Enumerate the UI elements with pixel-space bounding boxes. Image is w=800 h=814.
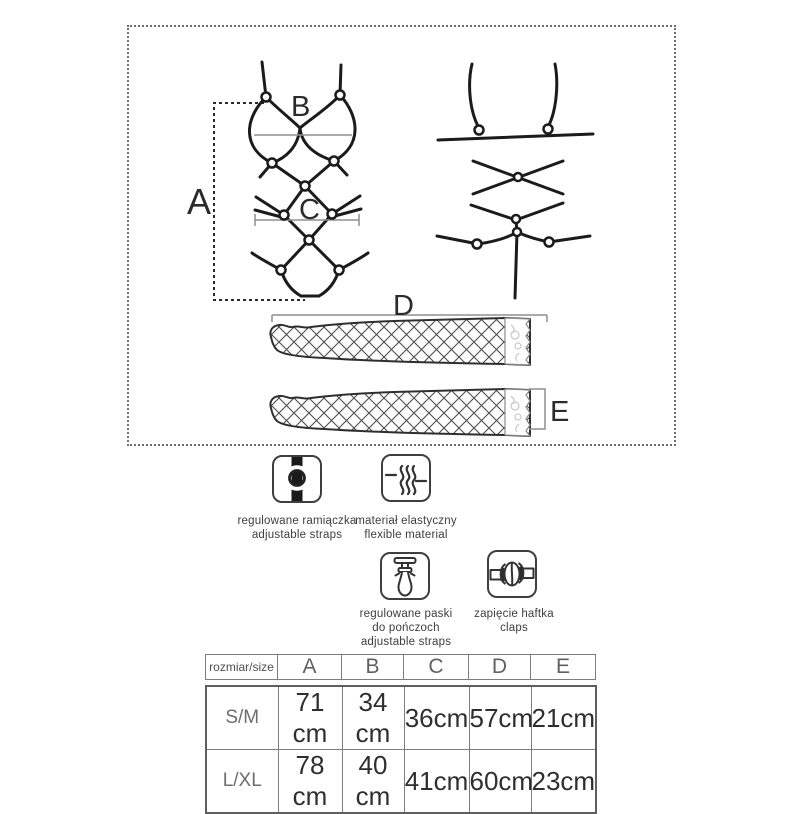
measurement-e-bracket	[529, 389, 545, 429]
label-c: C	[299, 194, 320, 226]
measurement-cell: 23cm	[531, 750, 596, 814]
size-label: S/M	[206, 686, 278, 750]
measurement-cell: 78 cm	[278, 750, 342, 814]
size-table-header	[205, 654, 596, 680]
caption-line: adjustable straps	[251, 529, 343, 541]
flexible-material-caption	[326, 514, 486, 542]
measurement-cell: 60cm	[469, 750, 531, 814]
label-a: A	[187, 181, 212, 222]
caption-line: regulowane ramiączka	[237, 515, 357, 527]
table-row	[206, 686, 596, 750]
measurement-diagram	[129, 27, 674, 444]
measurement-cell: 34 cm	[342, 686, 404, 750]
size-label: L/XL	[206, 750, 278, 814]
label-b: B	[291, 91, 311, 123]
measurement-cell: 40 cm	[342, 750, 404, 814]
size-table-body	[205, 685, 597, 814]
stocking-drawing-2	[270, 389, 530, 436]
caption-line: claps	[500, 622, 528, 634]
caption-line: materiał elastyczny	[355, 515, 457, 527]
caption-line: flexible material	[364, 529, 448, 541]
caption-line: regulowane paski	[359, 608, 453, 620]
measurement-cell: 36cm	[404, 686, 469, 750]
measurement-cell: 71 cm	[278, 686, 342, 750]
measurement-diagram-box	[127, 25, 676, 446]
label-d: D	[393, 290, 414, 322]
column-header-c: C	[404, 655, 469, 680]
measurement-a-bracket	[214, 103, 305, 300]
column-header-d: D	[469, 655, 531, 680]
table-row	[206, 750, 596, 814]
measurement-cell: 57cm	[469, 686, 531, 750]
flexible-material-icon	[381, 454, 431, 502]
clasp-caption	[434, 607, 594, 635]
hook-clasp-icon	[487, 550, 537, 598]
column-header-b: B	[342, 655, 404, 680]
measurement-cell: 21cm	[531, 686, 596, 750]
stocking-drawing	[270, 318, 530, 365]
caption-line: zapięcie haftka	[474, 608, 554, 620]
size-table-corner-label: rozmiar/size	[206, 655, 278, 680]
column-header-e: E	[531, 655, 596, 680]
label-e: E	[550, 396, 570, 428]
measurement-cell: 41cm	[404, 750, 469, 814]
adjustable-shoulder-strap-icon	[272, 455, 322, 503]
garter-strap-icon	[380, 552, 430, 600]
caption-line: adjustable straps	[360, 636, 452, 648]
column-header-a: A	[278, 655, 342, 680]
caption-line: do pończoch	[372, 622, 440, 634]
size-table	[205, 654, 595, 814]
